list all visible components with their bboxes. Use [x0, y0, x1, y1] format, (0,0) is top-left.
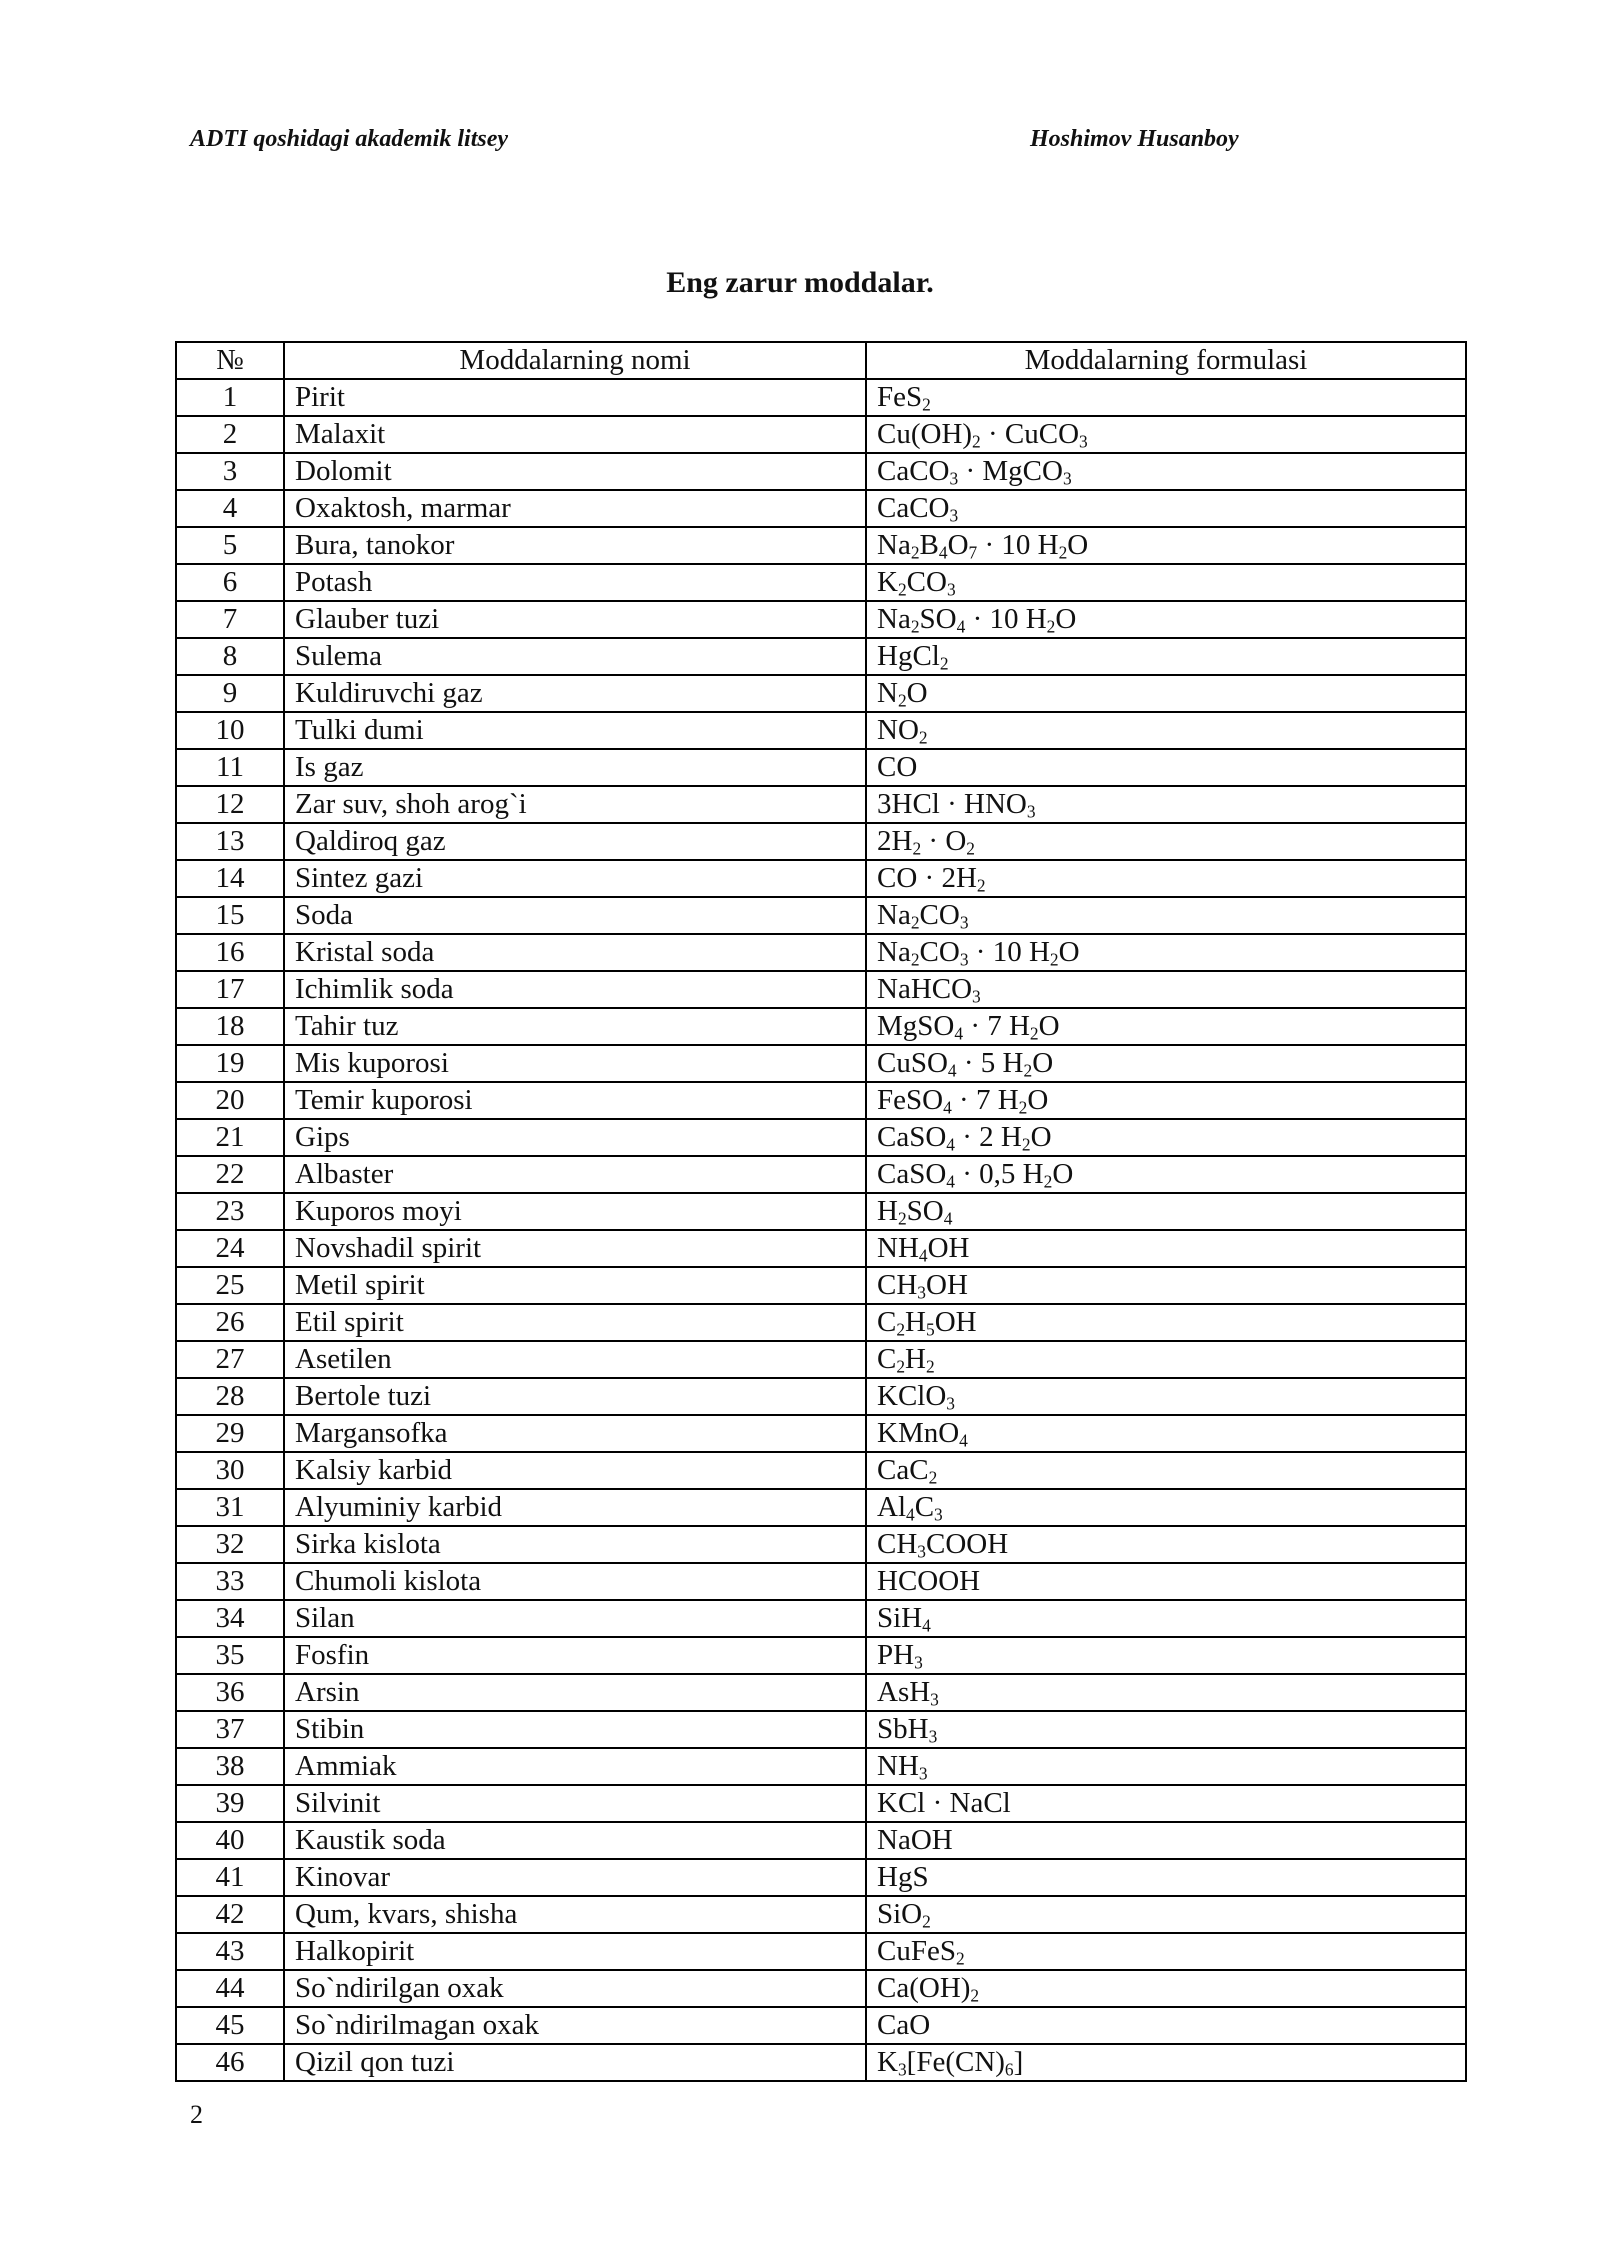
- table-header-row: [176, 342, 1466, 379]
- substance-name: Margansofka: [284, 1415, 866, 1452]
- table-row: [176, 1193, 1466, 1230]
- substance-name: Qizil qon tuzi: [284, 2044, 866, 2081]
- table-row: [176, 934, 1466, 971]
- row-number: 9: [176, 675, 284, 712]
- substance-name: Dolomit: [284, 453, 866, 490]
- table-row: [176, 1119, 1466, 1156]
- substance-formula: $3HCl \cdot HNO_3$: [866, 786, 1466, 823]
- table-row: [176, 1230, 1466, 1267]
- substance-formula: MgSO$_4$ · 7 $H_2O$: [866, 1008, 1466, 1045]
- table-row: [176, 1859, 1466, 1896]
- table-row: [176, 379, 1466, 416]
- substance-name: Kaustik soda: [284, 1822, 866, 1859]
- substance-name: So`ndirilgan oxak: [284, 1970, 866, 2007]
- table-row: [176, 675, 1466, 712]
- substance-formula: $Na_2B_4O_7 \cdot 10$ $H_2O$: [866, 527, 1466, 564]
- column-header-name: Moddalarning nomi: [284, 342, 866, 379]
- table-row: [176, 1304, 1466, 1341]
- substance-formula: $C_2H_2$: [866, 1341, 1466, 1378]
- substance-name: Sirka kislota: [284, 1526, 866, 1563]
- substance-name: Zar suv, shoh arog`i: [284, 786, 866, 823]
- table-row: [176, 1452, 1466, 1489]
- substance-formula: HgS: [866, 1859, 1466, 1896]
- substance-name: Asetilen: [284, 1341, 866, 1378]
- table-row: [176, 1970, 1466, 2007]
- table-row: [176, 1378, 1466, 1415]
- header-author-name: Hoshimov Husanboy: [1030, 126, 1239, 152]
- row-number: 10: [176, 712, 284, 749]
- substance-formula: $Na_2SO_4 \cdot 10$ $H_2O$: [866, 601, 1466, 638]
- substance-name: Sintez gazi: [284, 860, 866, 897]
- row-number: 36: [176, 1674, 284, 1711]
- substance-formula: $Na_2CO_3 \cdot 10$ $H_2O$: [866, 934, 1466, 971]
- row-number: 43: [176, 1933, 284, 1970]
- substance-formula: $Na_2CO_3$: [866, 897, 1466, 934]
- column-header-formula: Moddalarning formulasi: [866, 342, 1466, 379]
- substance-formula: $N_2O$: [866, 675, 1466, 712]
- substance-name: Pirit: [284, 379, 866, 416]
- substance-name: Novshadil spirit: [284, 1230, 866, 1267]
- substance-name: Arsin: [284, 1674, 866, 1711]
- row-number: 31: [176, 1489, 284, 1526]
- substance-formula: AsH$_3$: [866, 1674, 1466, 1711]
- row-number: 8: [176, 638, 284, 675]
- substance-formula: $CH_3COOH$: [866, 1526, 1466, 1563]
- table-row: [176, 1045, 1466, 1082]
- row-number: 13: [176, 823, 284, 860]
- substance-name: Oxaktosh, marmar: [284, 490, 866, 527]
- substance-name: Etil spirit: [284, 1304, 866, 1341]
- substance-formula: $CH_3OH$: [866, 1267, 1466, 1304]
- row-number: 35: [176, 1637, 284, 1674]
- row-number: 25: [176, 1267, 284, 1304]
- row-number: 4: [176, 490, 284, 527]
- table-row: [176, 1563, 1466, 1600]
- substance-formula: KClO$_3$: [866, 1378, 1466, 1415]
- row-number: 39: [176, 1785, 284, 1822]
- row-number: 26: [176, 1304, 284, 1341]
- substance-formula: CuFeS$_2$: [866, 1933, 1466, 1970]
- substance-formula: $K_3[Fe(CN)_6]$: [866, 2044, 1466, 2081]
- substance-name: Halkopirit: [284, 1933, 866, 1970]
- substance-formula: SbH$_3$: [866, 1711, 1466, 1748]
- table-row: [176, 897, 1466, 934]
- substance-formula: CO · $2H_2$: [866, 860, 1466, 897]
- row-number: 18: [176, 1008, 284, 1045]
- substance-name: Is gaz: [284, 749, 866, 786]
- substance-name: Soda: [284, 897, 866, 934]
- row-number: 7: [176, 601, 284, 638]
- row-number: 20: [176, 1082, 284, 1119]
- substance-formula: NaHCO$_3$: [866, 971, 1466, 1008]
- table-row: [176, 1637, 1466, 1674]
- substance-name: Kinovar: [284, 1859, 866, 1896]
- table-row: [176, 601, 1466, 638]
- substance-name: Bura, tanokor: [284, 527, 866, 564]
- substance-name: Albaster: [284, 1156, 866, 1193]
- substances-table: [175, 341, 1467, 2082]
- page-title: Eng zarur moddalar.: [666, 266, 934, 299]
- row-number: 11: [176, 749, 284, 786]
- row-number: 45: [176, 2007, 284, 2044]
- table-row: [176, 564, 1466, 601]
- row-number: 32: [176, 1526, 284, 1563]
- substance-name: Mis kuporosi: [284, 1045, 866, 1082]
- substance-formula: $Cu(OH)_2$ · CuCO$_3$: [866, 416, 1466, 453]
- table-row: [176, 749, 1466, 786]
- substance-formula: FeS$_2$: [866, 379, 1466, 416]
- table-row: [176, 1526, 1466, 1563]
- table-row: [176, 638, 1466, 675]
- substance-formula: HCOOH: [866, 1563, 1466, 1600]
- table-row: [176, 1896, 1466, 1933]
- substance-name: Bertole tuzi: [284, 1378, 866, 1415]
- substance-name: Fosfin: [284, 1637, 866, 1674]
- row-number: 2: [176, 416, 284, 453]
- substance-name: Tahir tuz: [284, 1008, 866, 1045]
- row-number: 23: [176, 1193, 284, 1230]
- header-school-name: ADTI qoshidagi akademik litsey: [190, 126, 508, 152]
- table-row: [176, 453, 1466, 490]
- substance-formula: $C_2H_5OH$: [866, 1304, 1466, 1341]
- table-row: [176, 1489, 1466, 1526]
- row-number: 33: [176, 1563, 284, 1600]
- substance-formula: $NH_4OH$: [866, 1230, 1466, 1267]
- row-number: 6: [176, 564, 284, 601]
- table-row: [176, 1267, 1466, 1304]
- substance-formula: $H_2SO_4$: [866, 1193, 1466, 1230]
- table-row: [176, 971, 1466, 1008]
- substance-name: Chumoli kislota: [284, 1563, 866, 1600]
- table-row: [176, 1748, 1466, 1785]
- row-number: 17: [176, 971, 284, 1008]
- substance-formula: CaSO$_4$ · 0,5 $H_2O$: [866, 1156, 1466, 1193]
- substance-formula: CaC$_2$: [866, 1452, 1466, 1489]
- substance-formula: CaCO$_3$: [866, 490, 1466, 527]
- substance-name: Silan: [284, 1600, 866, 1637]
- row-number: 27: [176, 1341, 284, 1378]
- row-number: 22: [176, 1156, 284, 1193]
- row-number: 30: [176, 1452, 284, 1489]
- table-row: [176, 1711, 1466, 1748]
- substance-name: So`ndirilmagan oxak: [284, 2007, 866, 2044]
- substance-formula: $2H_2 \cdot O_2$: [866, 823, 1466, 860]
- table-row: [176, 490, 1466, 527]
- column-header-number: №: [176, 342, 284, 379]
- substance-formula: CO: [866, 749, 1466, 786]
- row-number: 16: [176, 934, 284, 971]
- substance-name: Kristal soda: [284, 934, 866, 971]
- table-row: [176, 1415, 1466, 1452]
- substance-name: Stibin: [284, 1711, 866, 1748]
- substance-formula: CuSO$_4$ · 5 $H_2O$: [866, 1045, 1466, 1082]
- table-row: [176, 2044, 1466, 2081]
- table-row: [176, 1156, 1466, 1193]
- row-number: 40: [176, 1822, 284, 1859]
- substance-name: Tulki dumi: [284, 712, 866, 749]
- row-number: 28: [176, 1378, 284, 1415]
- row-number: 12: [176, 786, 284, 823]
- row-number: 29: [176, 1415, 284, 1452]
- substance-name: Qaldiroq gaz: [284, 823, 866, 860]
- substance-formula: $NH_3$: [866, 1748, 1466, 1785]
- table-row: [176, 786, 1466, 823]
- table-row: [176, 2007, 1466, 2044]
- table-row: [176, 1008, 1466, 1045]
- substance-name: Potash: [284, 564, 866, 601]
- table-row: [176, 1785, 1466, 1822]
- row-number: 46: [176, 2044, 284, 2081]
- substance-formula: NaOH: [866, 1822, 1466, 1859]
- substance-name: Sulema: [284, 638, 866, 675]
- substance-name: Kuporos moyi: [284, 1193, 866, 1230]
- table-row: [176, 860, 1466, 897]
- substance-formula: SiH$_4$: [866, 1600, 1466, 1637]
- row-number: 21: [176, 1119, 284, 1156]
- substance-formula: $PH_3$: [866, 1637, 1466, 1674]
- row-number: 37: [176, 1711, 284, 1748]
- row-number: 19: [176, 1045, 284, 1082]
- substance-name: Qum, kvars, shisha: [284, 1896, 866, 1933]
- substance-name: Kuldiruvchi gaz: [284, 675, 866, 712]
- table-row: [176, 1082, 1466, 1119]
- row-number: 38: [176, 1748, 284, 1785]
- table-row: [176, 1933, 1466, 1970]
- substance-formula: FeSO$_4$ · 7 $H_2O$: [866, 1082, 1466, 1119]
- substance-formula: CaSO$_4$ · 2 $H_2O$: [866, 1119, 1466, 1156]
- row-number: 44: [176, 1970, 284, 2007]
- table-row: [176, 712, 1466, 749]
- row-number: 3: [176, 453, 284, 490]
- table-row: [176, 1674, 1466, 1711]
- substance-formula: HgCl$_2$: [866, 638, 1466, 675]
- table-row: [176, 1600, 1466, 1637]
- table-body: [176, 379, 1466, 2081]
- substance-formula: CaO: [866, 2007, 1466, 2044]
- row-number: 1: [176, 379, 284, 416]
- substance-name: Glauber tuzi: [284, 601, 866, 638]
- substance-formula: KCl · NaCl: [866, 1785, 1466, 1822]
- substance-formula: $Ca(OH)_2$: [866, 1970, 1466, 2007]
- substance-name: Malaxit: [284, 416, 866, 453]
- substance-formula: KMnO$_4$: [866, 1415, 1466, 1452]
- table-row: [176, 823, 1466, 860]
- substance-name: Metil spirit: [284, 1267, 866, 1304]
- row-number: 41: [176, 1859, 284, 1896]
- substance-name: Ammiak: [284, 1748, 866, 1785]
- substance-name: Alyuminiy karbid: [284, 1489, 866, 1526]
- substance-name: Ichimlik soda: [284, 971, 866, 1008]
- table-row: [176, 416, 1466, 453]
- substance-formula: $NO_2$: [866, 712, 1466, 749]
- row-number: 5: [176, 527, 284, 564]
- row-number: 34: [176, 1600, 284, 1637]
- substance-name: Silvinit: [284, 1785, 866, 1822]
- substance-name: Temir kuporosi: [284, 1082, 866, 1119]
- row-number: 14: [176, 860, 284, 897]
- substance-name: Kalsiy karbid: [284, 1452, 866, 1489]
- row-number: 24: [176, 1230, 284, 1267]
- substance-formula: $K_2CO_3$: [866, 564, 1466, 601]
- substance-formula: SiO$_2$: [866, 1896, 1466, 1933]
- substance-name: Gips: [284, 1119, 866, 1156]
- table-row: [176, 1822, 1466, 1859]
- substance-formula: $Al_4C_3$: [866, 1489, 1466, 1526]
- substance-formula: CaCO$_3$ · MgCO$_3$: [866, 453, 1466, 490]
- page-number: 2: [190, 2100, 203, 2129]
- table-row: [176, 1341, 1466, 1378]
- row-number: 15: [176, 897, 284, 934]
- row-number: 42: [176, 1896, 284, 1933]
- table-row: [176, 527, 1466, 564]
